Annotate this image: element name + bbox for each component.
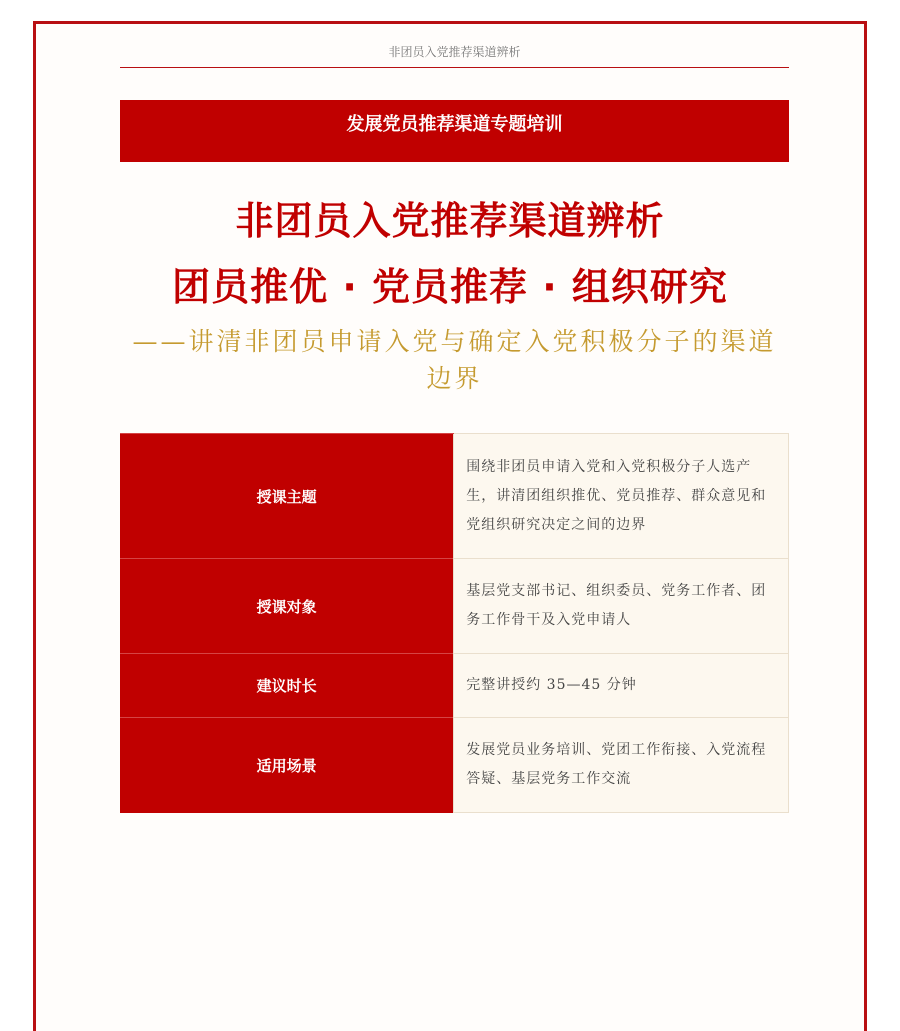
info-label: 授课主题 bbox=[120, 434, 454, 559]
info-value: 发展党员业务培训、党团工作衔接、入党流程答疑、基层党务工作交流 bbox=[454, 718, 789, 813]
info-value: 基层党支部书记、组织委员、党务工作者、团务工作骨干及入党申请人 bbox=[454, 559, 789, 654]
info-label: 适用场景 bbox=[120, 718, 454, 813]
info-value: 完整讲授约 35—45 分钟 bbox=[454, 654, 789, 718]
info-label: 授课对象 bbox=[120, 559, 454, 654]
info-row-duration bbox=[120, 654, 789, 718]
info-row-scenario bbox=[120, 718, 789, 813]
info-label: 建议时长 bbox=[120, 654, 454, 718]
info-row-topic bbox=[120, 434, 789, 559]
course-info-table bbox=[120, 433, 789, 813]
main-subtitle: ——讲清非团员申请入党与确定入党积极分子的渠道边界 bbox=[132, 327, 777, 393]
main-title-line1: 非团员入党推荐渠道辨析 bbox=[235, 199, 665, 243]
main-title-line2: 团员推优 · 党员推荐 · 组织研究 bbox=[172, 265, 728, 309]
topic-banner: 发展党员推荐渠道专题培训 bbox=[120, 100, 789, 162]
page-header-title: 非团员入党推荐渠道辨析 bbox=[388, 45, 521, 59]
info-row-audience bbox=[120, 559, 789, 654]
info-value: 围绕非团员申请入党和入党积极分子人选产生，讲清团组织推优、党员推荐、群众意见和党组织研究决定之间的边界 bbox=[454, 434, 789, 559]
header-divider bbox=[120, 67, 789, 68]
